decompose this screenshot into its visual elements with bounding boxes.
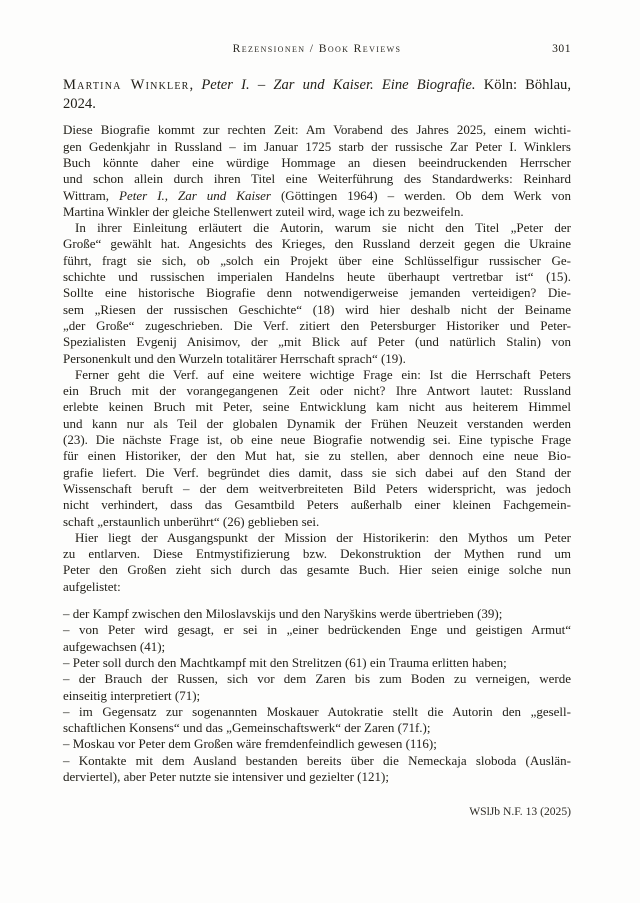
text-line xyxy=(63,720,571,736)
text-line xyxy=(63,236,571,252)
text-line xyxy=(63,383,571,399)
text-line xyxy=(63,465,571,481)
text-segment: – Moskau vor Peter dem Großen wäre fremdenfeindlich gewesen (116); xyxy=(63,736,437,752)
text-segment: – von Peter wird gesagt, er sei in „einer bedrückenden Enge und geistigen Armut“ xyxy=(63,622,571,638)
running-header-title: Rezensionen / Book Reviews xyxy=(232,42,402,55)
text-segment: für einen Historiker, der den Mut hat, sie zu stellen, aber dennoch eine neue Bio- xyxy=(63,448,571,464)
text-line xyxy=(63,351,571,367)
text-segment: – im Gegensatz zur sogenannten Moskauer Autokratie stellt die Autorin den „gesell- xyxy=(63,703,571,719)
paragraph xyxy=(63,122,571,220)
text-segment: sem „Riesen der russischen Geschichte“ (18) wird hier deshalb nicht der Beiname xyxy=(63,301,571,317)
text-line xyxy=(63,546,571,562)
text-segment: ein Bruch mit der vorangegangenen Zeit oder nicht? Ihre Antwort lautet: Russland xyxy=(63,383,571,399)
text-segment: zu entlarven. Diese Entmystifizierung bzw. Dekonstruktion der Mythen rund um xyxy=(63,546,571,562)
text-line xyxy=(63,367,571,383)
text-line xyxy=(63,481,571,497)
text-line xyxy=(63,688,571,704)
journal-footer: WSlJb N.F. 13 (2025) xyxy=(469,805,571,818)
paragraph xyxy=(63,220,571,367)
text-line xyxy=(63,448,571,464)
text-line xyxy=(63,318,571,334)
text-segment: (Göttingen 1964) – werden. Ob dem Werk von xyxy=(270,187,571,203)
text-line xyxy=(63,655,571,671)
text-line xyxy=(63,736,571,752)
text-segment: Buch könnte daher eine würdige Hommage an diesen beeindruckenden Herrscher xyxy=(63,155,571,170)
list-item xyxy=(63,622,571,655)
text-line xyxy=(63,399,571,415)
text-segment: und kann nur als Teil der globalen Dynamik der Frühen Neuzeit verstanden werden xyxy=(63,415,571,431)
list-item xyxy=(63,753,571,786)
review-body xyxy=(63,122,571,595)
text-line xyxy=(63,530,571,546)
running-header xyxy=(63,42,571,55)
text-line xyxy=(63,253,571,269)
text-segment: 2024. xyxy=(63,96,96,113)
text-segment: Sollte eine historische Biografie denn notwendigerweise jemanden verteidigen? Die- xyxy=(63,285,571,301)
text-segment: Hier liegt der Ausgangspunkt der Mission der Historikerin: den Mythos um Peter xyxy=(75,529,571,545)
text-segment: aufgelistet: xyxy=(63,578,121,594)
list-item xyxy=(63,704,571,737)
text-segment: Große“ gewählt hat. Angesichts des Krieges, den Russland derzeit gegen die Ukraine xyxy=(63,236,571,252)
text-segment: führt, fragt sie sich, ob „solch ein Projekt über eine Schlüsselfigur russischer Ge- xyxy=(63,252,571,268)
text-line xyxy=(63,606,571,622)
text-segment: , xyxy=(189,77,202,93)
myth-list xyxy=(63,606,571,785)
text-line xyxy=(63,769,571,785)
text-segment: „der Große“ zugeschrieben. Die Verf. zitiert den Petersburger Historiker und Peter- xyxy=(63,317,571,333)
list-item xyxy=(63,736,571,752)
text-line xyxy=(63,432,571,448)
text-line xyxy=(63,753,571,769)
text-segment: derviertel), aber Peter nutzte sie intensiver und gezielter (121); xyxy=(63,768,389,784)
text-line xyxy=(63,302,571,318)
text-line xyxy=(63,562,571,578)
text-segment: Diese Biografie kommt zur rechten Zeit: Am Vorabend des Jahres 2025, einem wichti- xyxy=(63,122,571,138)
paragraph xyxy=(63,530,571,595)
text-line xyxy=(63,622,571,638)
text-segment: Wissenschaft beruft – der dem weitverbreiteten Bild Peters widerspricht, was jedoch xyxy=(63,480,571,496)
text-segment: Peter den Großen zieht sich durch das gesamte Buch. Hier seien einige solche nun xyxy=(63,562,571,578)
text-segment: Wittram, xyxy=(63,187,120,203)
text-line xyxy=(63,416,571,432)
text-segment: aufgewachsen (41); xyxy=(63,638,166,654)
text-segment: Personenkult und den Wurzeln totalitärer Herrschaft sprach“ (19). xyxy=(63,350,406,366)
text-line xyxy=(63,95,571,114)
paragraph xyxy=(63,367,571,530)
text-line xyxy=(63,334,571,350)
text-line xyxy=(63,171,571,187)
page-content xyxy=(63,42,571,785)
text-segment: – Peter soll durch den Machtkampf mit den Strelitzen (61) ein Trauma erlitten haben; xyxy=(63,654,507,670)
text-line xyxy=(63,497,571,513)
text-line xyxy=(63,204,571,220)
text-segment: In ihrer Einleitung erläutert die Autorin, warum sie nicht den Titel „Peter der xyxy=(75,220,571,236)
text-segment: Köln: Böhlau, xyxy=(475,77,571,93)
text-line xyxy=(63,76,571,95)
text-line xyxy=(63,514,571,530)
text-segment: Spezialisten Evgenij Anisimov, der „mit Blick auf Peter (und natürlich Stalin) von xyxy=(63,334,571,350)
text-line xyxy=(63,139,571,155)
text-line xyxy=(63,155,571,171)
text-line xyxy=(63,220,571,236)
text-segment: Peter I., Zar und Kaiser xyxy=(119,187,271,203)
text-segment: – Kontakte mit dem Ausland bestanden bereits über die Nemeckaja sloboda (Auslän- xyxy=(63,752,571,768)
review-heading xyxy=(63,76,571,114)
list-item xyxy=(63,655,571,671)
text-line xyxy=(63,639,571,655)
text-segment: – der Kampf zwischen den Miloslavskijs und den Naryškins werde übertrieben (39); xyxy=(63,606,503,622)
text-line xyxy=(63,579,571,595)
list-item xyxy=(63,606,571,622)
text-segment: – der Brauch der Russen, sich vor dem Zaren bis zum Boden zu verneigen, werde xyxy=(63,671,571,687)
text-segment: (23). Die nächste Frage ist, ob eine neue Biografie notwendig sei. Eine typische Frage xyxy=(63,432,571,448)
text-segment: erlebte keinen Bruch mit Peter, seine Entwicklung kam nicht aus heiterem Himmel xyxy=(63,399,571,415)
text-segment: und schon allein durch ihren Titel eine Weiterführung des Standardwerks: Reinhard xyxy=(63,171,571,187)
text-line xyxy=(63,285,571,301)
text-line xyxy=(63,122,571,138)
list-item xyxy=(63,671,571,704)
text-segment: grafie liefert. Die Verf. begründet dies damit, dass sie sich dabei auf den Stand der xyxy=(63,464,571,480)
text-segment: Ferner geht die Verf. auf eine weitere wichtige Frage ein: Ist die Herrschaft Peters xyxy=(75,366,571,382)
text-segment: gen Gedenkjahr in Russland – im Januar 1725 starb der russische Zar Peter I. Winklers xyxy=(63,138,571,154)
text-line xyxy=(63,671,571,687)
text-segment: Martina Winkler der gleiche Stellenwert zuteil wird, wage ich zu bezweifeln. xyxy=(63,203,464,219)
text-segment: nicht verhindert, dass das Gesamtbild Peters außerhalb einer kleinen Fachgemein- xyxy=(63,497,571,513)
text-segment: schaft „erstaunlich unberührt“ (26) geblieben sei. xyxy=(63,513,320,529)
page-number: 301 xyxy=(552,42,571,55)
text-segment: einseitig interpretiert (71); xyxy=(63,687,201,703)
text-line xyxy=(63,188,571,204)
text-segment: schichte und russischen imperialen Handelns heute überhaupt vertretbar ist“ (15). xyxy=(63,269,571,285)
text-segment: Martina Winkler xyxy=(63,77,190,93)
text-line xyxy=(63,704,571,720)
text-segment: Peter I. – Zar und Kaiser. Eine Biografie. xyxy=(201,77,476,93)
text-segment: schaftlichen Konsens“ und das „Gemeinschaftswerk“ der Zaren (71f.); xyxy=(63,720,431,736)
text-line xyxy=(63,269,571,285)
